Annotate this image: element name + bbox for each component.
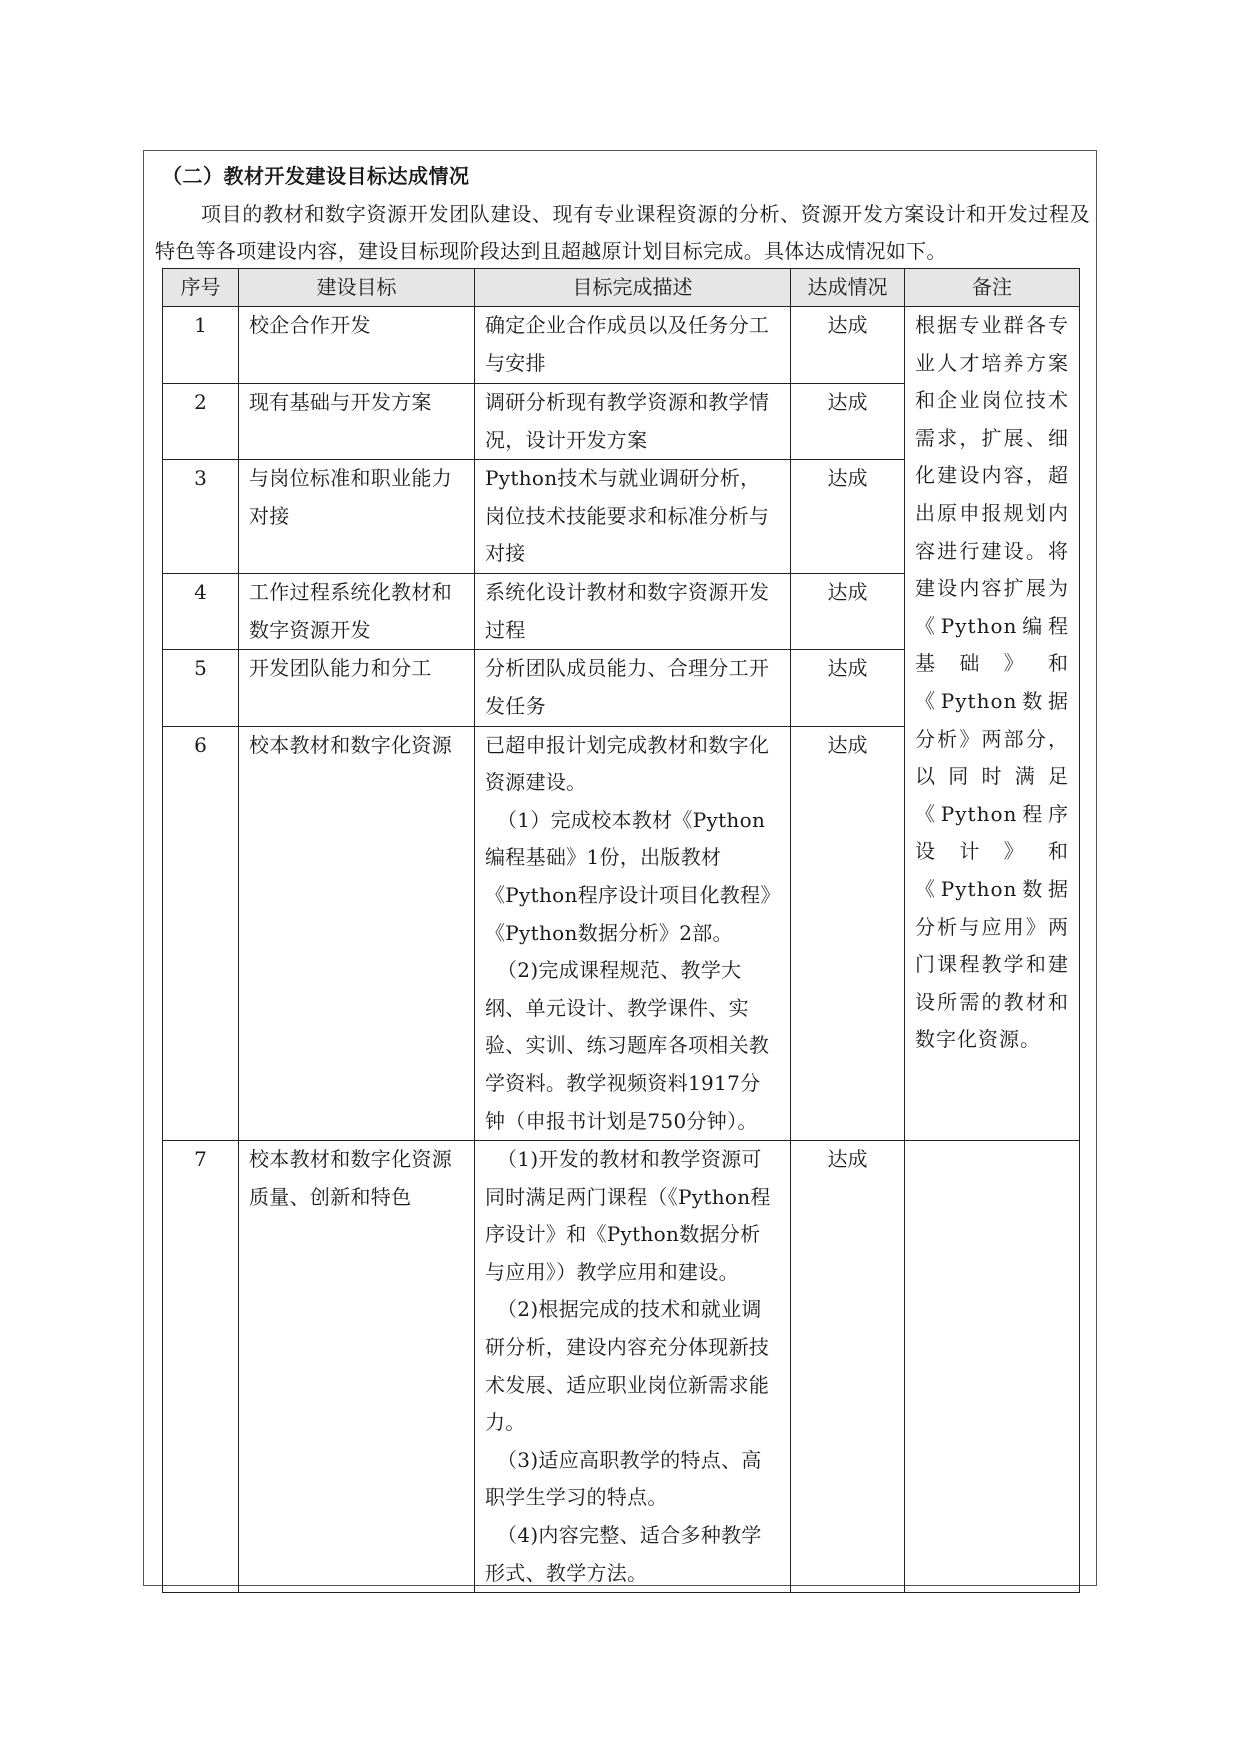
row-no: 2 (163, 384, 239, 460)
section-heading: （二）教材开发建设目标达成情况 (162, 164, 470, 188)
row-status: 达成 (791, 726, 905, 1141)
row-status: 达成 (791, 384, 905, 460)
row-desc (475, 650, 791, 726)
goals-table (162, 268, 1080, 1593)
row-no: 6 (163, 726, 239, 1141)
row-desc (475, 1141, 791, 1593)
intro-paragraph: 项目的教材和数字资源开发团队建设、现有专业课程资源的分析、资源开发方案设计和开发过程及特色等各项建设内容，建设目标现阶段达到且超越原计划目标完成。具体达成情况如下。 (155, 202, 1090, 263)
desc-line: （1)开发的教材和教学资源可同时满足两门课程（《Python程序设计》和《Python数据分析与应用》）教学应用和建设。 (485, 1147, 771, 1284)
desc-line: （4)内容完整、适合多种教学形式、教学方法。 (485, 1523, 762, 1585)
table-header-row (163, 269, 1080, 307)
row-no: 3 (163, 460, 239, 574)
header-status: 达成情况 (791, 269, 905, 307)
desc-line: 已超申报计划完成教材和数字化资源建设。 (485, 732, 770, 795)
desc-line: Python技术与就业调研分析，岗位技术技能要求和标准分析与对接 (485, 466, 770, 566)
desc-line: （2)根据完成的技术和就业调研分析，建设内容充分体现新技术发展、适应职业岗位新需求能力。 (485, 1297, 770, 1435)
row-goal: 校本教材和数字化资源 (239, 726, 475, 1141)
row-goal: 开发团队能力和分工 (239, 650, 475, 726)
table-row (163, 1141, 1080, 1593)
row-no: 4 (163, 574, 239, 650)
row-goal: 工作过程系统化教材和数字资源开发 (239, 574, 475, 650)
desc-line: （1）完成校本教材《Python编程基础》1份，出版教材《Python程序设计项目化教程》《Python数据分析》2部。 (485, 807, 771, 945)
header-goal: 建设目标 (239, 269, 475, 307)
desc-line: 调研分析现有教学资源和教学情况，设计开发方案 (485, 390, 770, 452)
row-status: 达成 (791, 460, 905, 574)
table-row (163, 307, 1080, 384)
row-desc (475, 307, 791, 384)
desc-line: 系统化设计教材和数字资源开发过程 (485, 580, 770, 642)
row-desc (475, 574, 791, 650)
row-status: 达成 (791, 650, 905, 726)
desc-line: （3)适应高职教学的特点、高职学生学习的特点。 (485, 1447, 762, 1510)
desc-line: 确定企业合作成员以及任务分工与安排 (485, 313, 770, 375)
row-status: 达成 (791, 307, 905, 384)
row-goal: 与岗位标准和职业能力对接 (239, 460, 475, 574)
row-desc (475, 460, 791, 574)
header-no: 序号 (163, 269, 239, 307)
row-goal: 现有基础与开发方案 (239, 384, 475, 460)
row-goal: 校企合作开发 (239, 307, 475, 384)
desc-line: （2)完成课程规范、教学大纲、单元设计、教学课件、实验、实训、练习题库各项相关教学资料。教学视频资料1917分钟（申报书计划是750分钟）。 (485, 958, 770, 1133)
header-note: 备注 (905, 269, 1080, 307)
row-status: 达成 (791, 574, 905, 650)
row-status: 达成 (791, 1141, 905, 1593)
row-no: 1 (163, 307, 239, 384)
note-blank-cell (905, 1141, 1080, 1593)
desc-line: 分析团队成员能力、合理分工开发任务 (485, 656, 770, 718)
row-no: 7 (163, 1141, 239, 1593)
row-no: 5 (163, 650, 239, 726)
note-cell: 根据专业群各专业人才培养方案和企业岗位技术需求，扩展、细化建设内容，超出原申报规划内容进行建设。将建设内容扩展为《Python编程基础》和《Python数据分析》两部分，以同时满足《Python程序设计》和《Python数据分析与应用》两门课程教学和建设所需的教材和数字化资源。 (905, 307, 1080, 1141)
row-goal: 校本教材和数字化资源质量、创新和特色 (239, 1141, 475, 1593)
header-desc: 目标完成描述 (475, 269, 791, 307)
row-desc (475, 384, 791, 460)
row-desc (475, 726, 791, 1141)
